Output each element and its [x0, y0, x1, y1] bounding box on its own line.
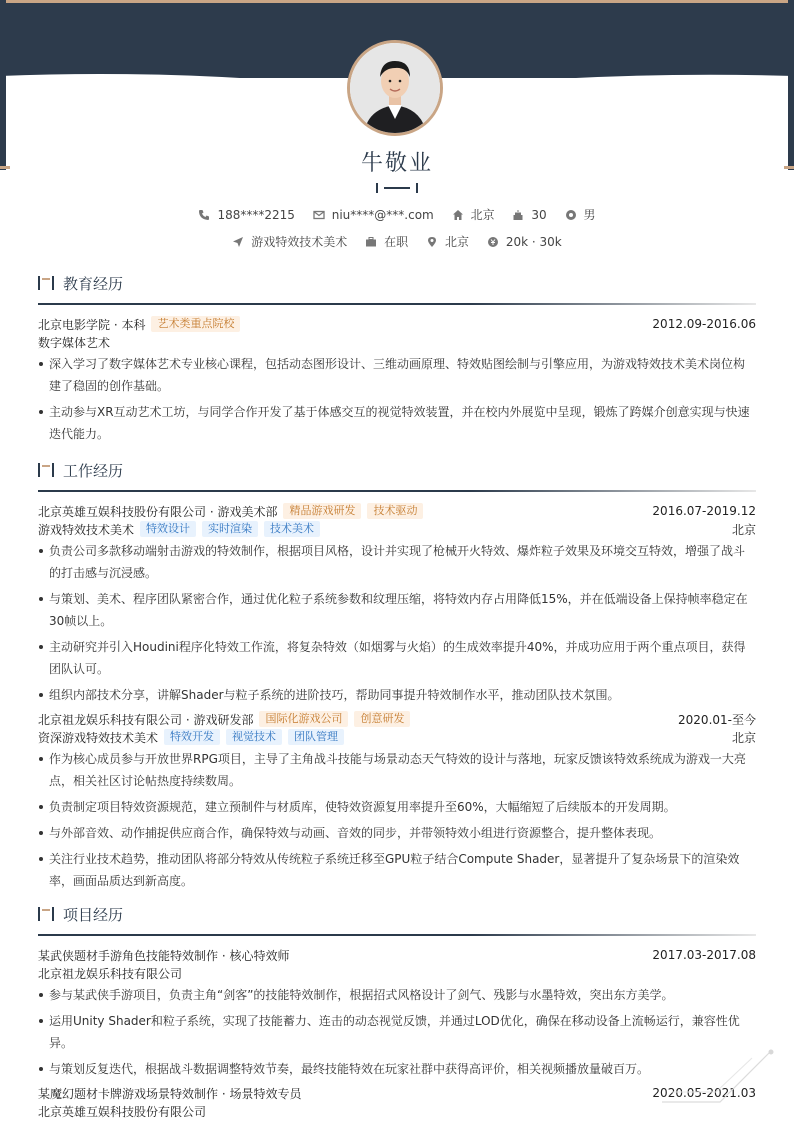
- list-item: 运用Unity Shader和粒子系统，实现了技能蓄力、连击的动态视觉反馈，并通过LOD优化，确保在移动设备上流畅运行，兼容性优异。: [38, 1010, 756, 1054]
- company-tag: 国际化游戏公司: [259, 711, 348, 727]
- position-item: [232, 233, 347, 250]
- section-mark-icon: [38, 276, 54, 290]
- contact-row: [0, 206, 794, 224]
- project-title: 某武侠题材手游角色技能特效制作 · 核心特效师: [38, 948, 290, 963]
- role-name: 资深游戏特效技术美术: [38, 730, 159, 745]
- hometown-text: 北京: [470, 208, 495, 222]
- role-name: 游戏特效技术美术: [38, 522, 135, 537]
- name-divider: [376, 182, 418, 194]
- project-header: [38, 946, 756, 964]
- role-tag: 特效设计: [140, 521, 196, 537]
- hometown-item: [452, 206, 495, 223]
- gender-item: [565, 206, 596, 223]
- section-title-text: 教育经历: [63, 274, 124, 293]
- role-row: [38, 520, 756, 538]
- role-tag: 技术美术: [264, 521, 320, 537]
- list-item: 与外部音效、动作捕捉供应商合作，确保特效与动画、音效的同步，并带领特效小组进行资源整合，提升整体表现。: [38, 822, 756, 844]
- company-tag: 精品游戏研发: [283, 503, 361, 519]
- job-entry: [38, 502, 756, 706]
- job-date: 2016.07-2019.12: [652, 504, 756, 518]
- status-text: 在职: [384, 235, 409, 249]
- home-icon: [452, 209, 464, 221]
- project-date: 2017.03-2017.08: [652, 948, 756, 962]
- section-mark-icon: [38, 463, 54, 477]
- role-row: [38, 728, 756, 746]
- section-title: [38, 271, 756, 295]
- section-title-text: 项目经历: [63, 905, 124, 924]
- role-tag: 团队管理: [288, 729, 344, 745]
- salary-icon: [487, 236, 499, 248]
- send-icon: [232, 236, 244, 248]
- list-item: 主动研究并引入Houdini程序化特效工作流，将复杂特效（如烟雾与火焰）的生成效率提升40%，并成功应用于两个重点项目，获得团队认可。: [38, 636, 756, 680]
- candidate-name: 牛敬业: [360, 151, 433, 176]
- section-mark-icon: [38, 907, 54, 921]
- list-item: 参与某武侠手游项目，负责主角“剑客”的技能特效制作，根据招式风格设计了剑气、残影与水墨特效，突出东方美学。: [38, 984, 756, 1006]
- phone-icon: [198, 209, 210, 221]
- project-org-row: [38, 964, 756, 982]
- email-item: [313, 208, 434, 222]
- project-org: 北京英雄互娱科技股份有限公司: [38, 1104, 207, 1119]
- project-bullets: [38, 984, 756, 1080]
- phone-item: [198, 208, 294, 222]
- education-section: [38, 271, 756, 449]
- briefcase-icon: [365, 236, 377, 248]
- role-tag: 特效开发: [164, 729, 220, 745]
- company-row: [38, 710, 756, 728]
- gender-text: 男: [583, 208, 596, 222]
- major-row: [38, 333, 756, 351]
- cake-icon: [512, 209, 524, 221]
- corner-decoration: [660, 1048, 780, 1108]
- section-title: [38, 458, 756, 482]
- company-row: [38, 502, 756, 520]
- section-title-text: 工作经历: [63, 461, 124, 480]
- job-intent-row: [0, 233, 794, 251]
- list-item: 负责公司多款移动端射击游戏的特效制作，根据项目风格，设计并实现了枪械开火特效、爆炸粒子效果及环境交互特效，增强了战斗的打击感与沉浸感。: [38, 540, 756, 584]
- list-item: 与策划、美术、程序团队紧密合作，通过优化粒子系统参数和纹理压缩，将特效内存占用降低15%，并在低端设备上保持帧率稳定在30帧以上。: [38, 588, 756, 632]
- project-org-row: [38, 1102, 756, 1120]
- status-item: [365, 233, 408, 250]
- phone-text: 188****2215: [217, 207, 295, 222]
- job-bullets: [38, 748, 756, 892]
- section-title: [38, 902, 756, 926]
- company-name: 北京祖龙娱乐科技有限公司 · 游戏研发部: [38, 712, 254, 727]
- email-text: niu****@***.com: [331, 207, 434, 222]
- work-section: [38, 458, 756, 896]
- project-date: 2020.05-2021.03: [652, 1086, 756, 1100]
- mail-icon: [313, 209, 325, 221]
- city-text: 北京: [444, 235, 469, 249]
- city-item: [426, 233, 469, 250]
- job-entry: [38, 710, 756, 892]
- gender-icon: [565, 209, 577, 221]
- project-title: 某魔幻题材卡牌游戏场景特效制作 · 场景特效专员: [38, 1086, 302, 1101]
- job-bullets: [38, 540, 756, 706]
- list-item: 组织内部技术分享，讲解Shader与粒子系统的进阶技巧，帮助同事提升特效制作水平，推动团队技术氛围。: [38, 684, 756, 706]
- location-icon: [426, 236, 438, 248]
- salary-item: [487, 235, 562, 249]
- project-header: [38, 1084, 756, 1102]
- list-item: 关注行业技术趋势，推动团队将部分特效从传统粒子系统迁移至GPU粒子结合Compute Shader，显著提升了复杂场景下的渲染效率，画面品质达到新高度。: [38, 848, 756, 892]
- education-date: 2012.09-2016.06: [652, 317, 756, 331]
- list-item: 与策划反复迭代，根据战斗数据调整特效节奏，最终技能特效在玩家社群中获得高评价，相关视频播放量破百万。: [38, 1058, 756, 1080]
- salary-text: 20k · 30k: [505, 234, 562, 249]
- job-city: 北京: [731, 522, 756, 537]
- position-text: 游戏特效技术美术: [251, 235, 348, 249]
- project-org: 北京祖龙娱乐科技有限公司: [38, 966, 183, 981]
- list-item: 作为核心成员参与开放世界RPG项目，主导了主角战斗技能与场景动态天气特效的设计与落地，玩家反馈该特效系统成为游戏一大亮点，相关社区讨论帖热度持续数周。: [38, 748, 756, 792]
- school-tag: 艺术类重点院校: [151, 316, 240, 332]
- avatar: [347, 40, 443, 136]
- age-text: 30: [531, 207, 547, 222]
- major-name: 数字媒体艺术: [38, 335, 111, 350]
- company-name: 北京英雄互娱科技股份有限公司 · 游戏美术部: [38, 504, 278, 519]
- school-name: 北京电影学院 · 本科: [38, 317, 146, 332]
- list-item: 负责制定项目特效资源规范，建立预制件与材质库，使特效资源复用率提升至60%，大幅缩短了后续版本的开发周期。: [38, 796, 756, 818]
- role-tag: 实时渲染: [202, 521, 258, 537]
- role-tag: 视觉技术: [226, 729, 282, 745]
- age-item: [512, 208, 546, 222]
- education-header: [38, 315, 756, 333]
- list-item: 主动参与XR互动艺术工坊，与同学合作开发了基于体感交互的视觉特效装置，并在校内外展览中呈现，锻炼了跨媒介创意实现与快速迭代能力。: [38, 401, 756, 445]
- job-date: 2020.01-至今: [678, 712, 756, 727]
- company-tag: 技术驱动: [367, 503, 423, 519]
- job-city: 北京: [731, 730, 756, 745]
- company-tag: 创意研发: [354, 711, 410, 727]
- education-bullets: [38, 353, 756, 445]
- list-item: 深入学习了数字媒体艺术专业核心课程，包括动态图形设计、三维动画原理、特效贴图绘制与引擎应用，为游戏特效技术美术岗位构建了稳固的创作基础。: [38, 353, 756, 397]
- projects-section: [38, 902, 756, 1120]
